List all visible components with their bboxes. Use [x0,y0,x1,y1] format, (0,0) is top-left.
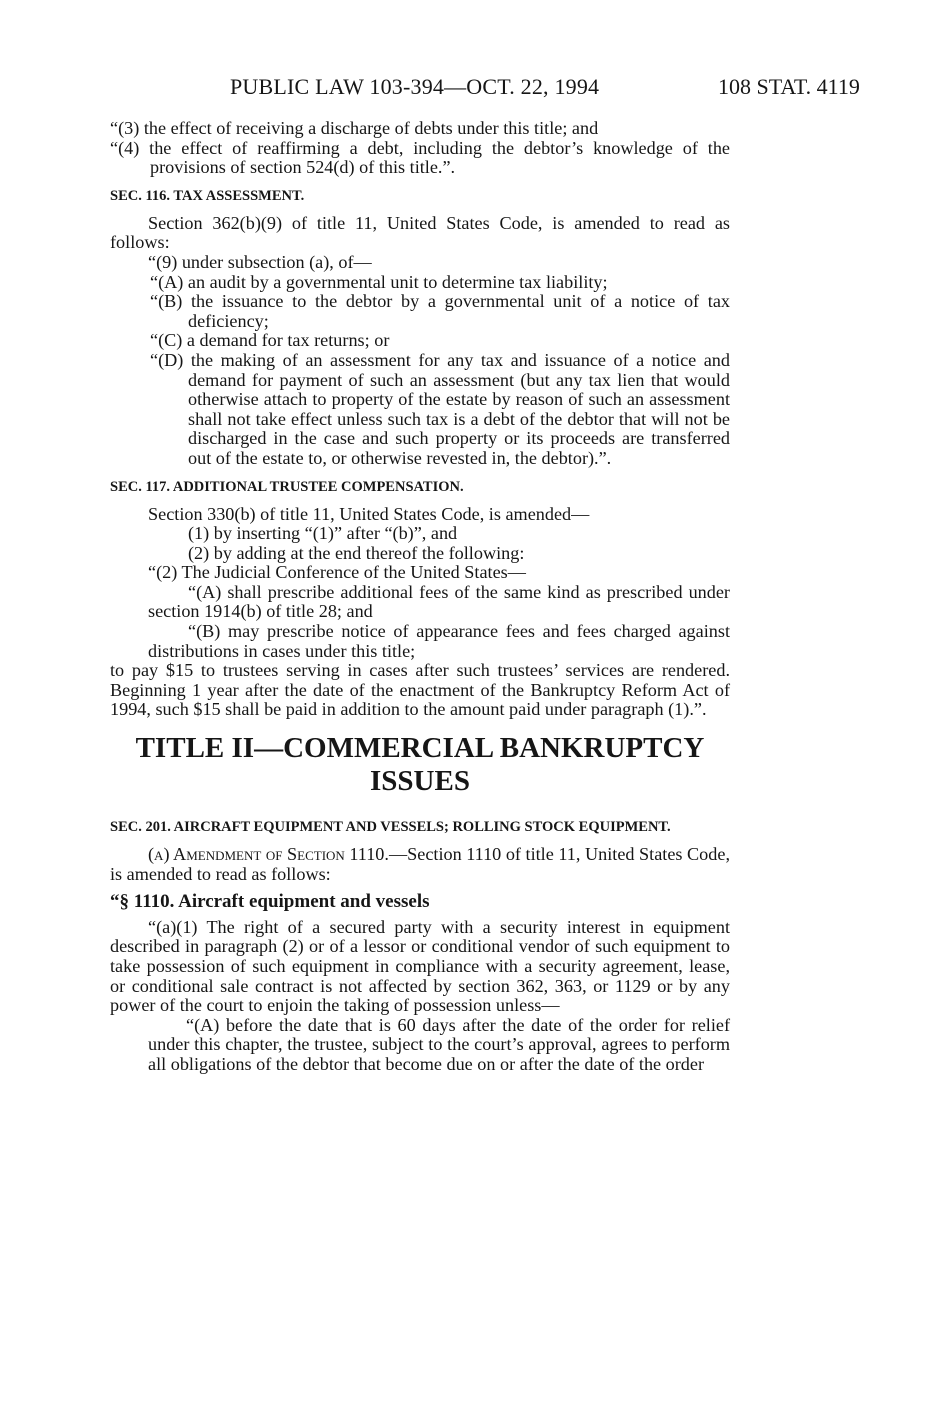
section-116-item-A: “(A) an audit by a governmental unit to determine tax liability; [150,271,608,292]
section-117-quoted-2: “(2) The Judicial Conference of the United States— [148,562,526,583]
section-1110-a1: “(a)(1) The right of a secured party with a security interest in equipment described in paragraph (2) or of a lessor or conditional vendor of such equipment to take possession of such equipment in compliance with a security agreement, lease, or conditional sale contract is not affected by section 362, 363, or 1129 or by any power of the court to enjoin the taking of possession unless— [110,916,730,1016]
section-1110-heading: “§ 1110. Aircraft equipment and vessels [110,891,430,913]
section-116-item-D: “(D) the making of an assessment for any tax and issuance of a notice and demand for payment of such an assessment (but any tax lien that would otherwise attach to property of the estate by reason of such an assessment shall not take effect unless such tax is a debt of the debtor that will not be discharged in the case and such property or its proceeds are transferred out of the estate to, or otherwise revested in, the debtor).”. [150,349,730,468]
section-116-item-C: “(C) a demand for tax returns; or [150,330,390,351]
document-body [110,119,730,1075]
title-ii-heading [110,732,730,798]
section-117-intro: Section 330(b) of title 11, United States Code, is amended— [148,503,590,524]
section-1110-item-A: “(A) before the date that is 60 days after the date of the order for relief under this chapter, the trustee, subject to the court’s approval, agrees to perform all obligations of the debtor that become due on or after the date of the order [148,1014,730,1074]
title-ii-line-2: ISSUES [370,765,470,798]
section-116-heading: SEC. 116. TAX ASSESSMENT. [110,187,305,204]
section-117-tail: to pay $15 to trustees serving in cases after such trustees’ services are rendered. Beginning 1 year after the date of the enactment of the Bankruptcy Reform Act of 1994, such $15 shall be paid in addition to the amount paid under paragraph (1).”. [110,660,730,720]
section-117-item-1: (1) by inserting “(1)” after “(b)”, and [188,523,458,544]
title-ii-line-1: TITLE II—COMMERCIAL BANKRUPTCY [135,732,705,765]
section-116-item-B: “(B) the issuance to the debtor by a governmental unit of a notice of tax deficiency; [150,291,730,331]
section-116-item-9: “(9) under subsection (a), of— [148,251,372,272]
paragraph-4: “(4) the effect of reaffirming a debt, including the debtor’s knowledge of the provisions of section 524(d) of this title.”. [110,137,730,178]
section-116-intro: Section 362(b)(9) of title 11, United States Code, is amended to read as follows: [110,212,730,253]
section-201-a [110,845,730,884]
running-header-citation: PUBLIC LAW 103-394—OCT. 22, 1994 [230,74,600,99]
section-117-item-2: (2) by adding at the end thereof the following: [188,542,525,563]
section-117-item-A: “(A) shall prescribe additional fees of the same kind as prescribed under section 1914(b) of title 28; and [148,581,730,622]
section-201-heading: SEC. 201. AIRCRAFT EQUIPMENT AND VESSELS; ROLLING STOCK EQUIPMENT. [110,819,671,836]
section-201-a-label: (a) Amendment of Section 1110. [148,844,389,865]
running-header-stat-page: 108 STAT. 4119 [718,74,860,99]
section-201-a-text: —Section 1110 of title 11, United States Code, is amended to read as follows: [110,844,730,884]
paragraph-3: “(3) the effect of receiving a discharge of debts under this title; and [110,118,599,138]
section-117-heading: SEC. 117. ADDITIONAL TRUSTEE COMPENSATION. [110,478,464,495]
section-117-item-B: “(B) may prescribe notice of appearance fees and fees charged against distributions in cases under this title; [148,621,730,661]
